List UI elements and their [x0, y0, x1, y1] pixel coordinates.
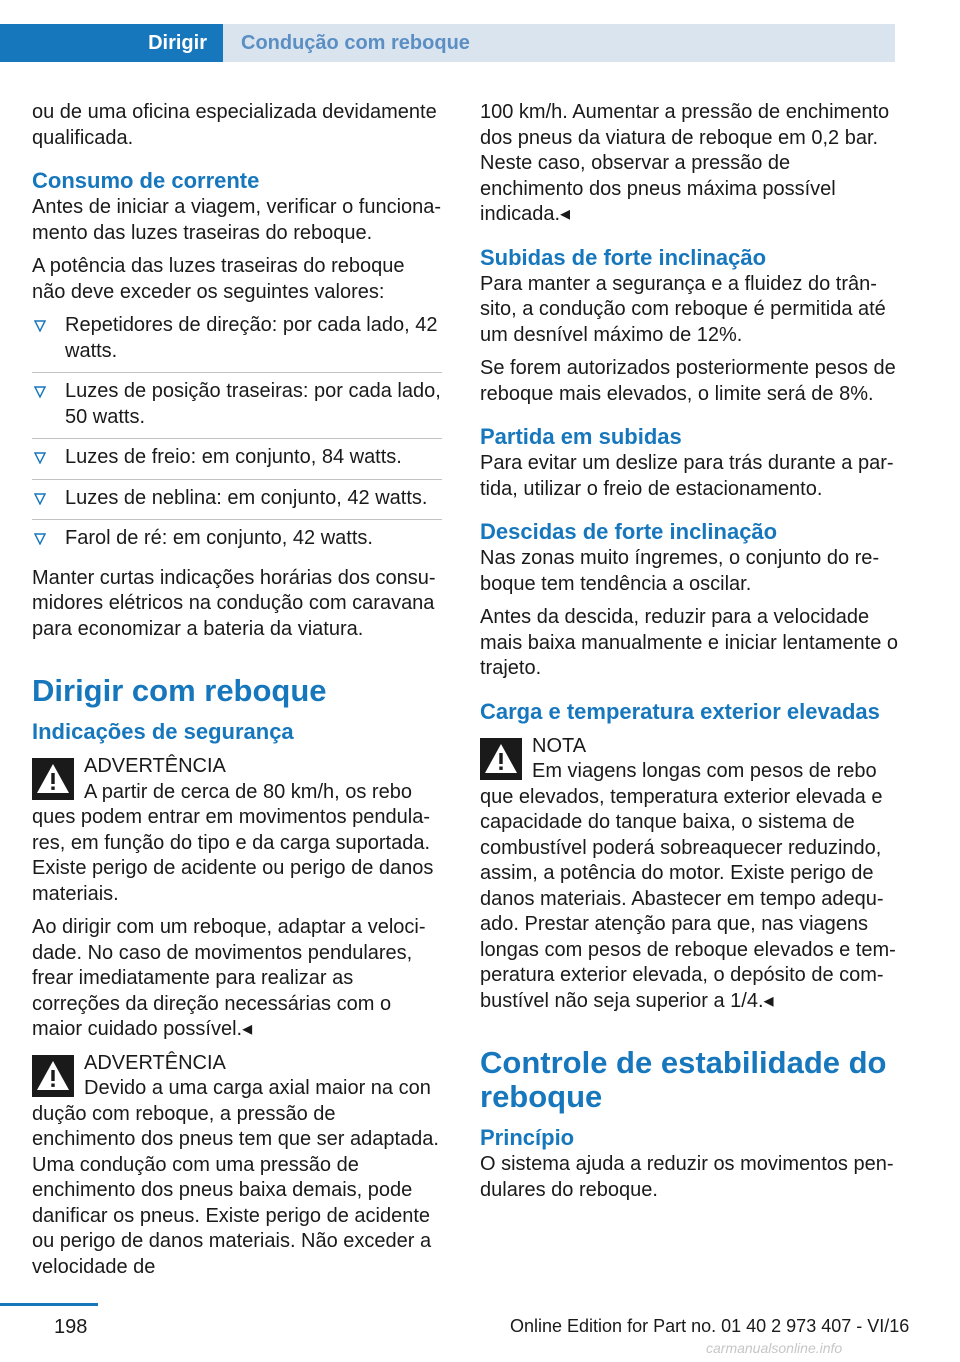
paragraph: Para evitar um deslize para trás durante a partida, utilizar o freio de estacionamento. [480, 452, 894, 500]
paragraph: A potência das luzes traseiras do reboque não deve exceder os seguintes valores: [32, 255, 405, 303]
heading-consumo-de-corrente: Consumo de corrente [32, 168, 260, 193]
bullet-list [32, 313, 442, 560]
heading-subidas-de-forte-inclinacao: Subidas de forte inclinação [480, 244, 767, 270]
note-title: NOTA [532, 734, 587, 757]
heading-descidas-de-forte-inclinacao: Descidas de forte inclinação [480, 519, 778, 544]
list-item [32, 313, 442, 373]
paragraph: Antes de iniciar a viagem, verificar o funcionamento das luzes traseiras do reboque. [32, 196, 442, 244]
triangle-bullet-icon [34, 386, 46, 398]
list-item [32, 445, 442, 480]
right-column [480, 100, 898, 1211]
footer-accent-line [0, 1303, 98, 1306]
paragraph: Manter curtas indicações horárias dos consumidores elétricos na condução com caravana para economizar a bateria da viatura. [32, 566, 436, 640]
heading-controle-de-estabilidade: Controle de estabilidade do reboque [480, 1045, 887, 1114]
page-number: 198 [54, 1316, 88, 1338]
triangle-bullet-icon [34, 493, 46, 505]
watermark: carmanualsonline.info [706, 1340, 843, 1356]
online-edition-text: Online Edition for Part no. 01 40 2 973 407 - VI/16 [510, 1316, 910, 1336]
note-text: que elevados, temperatura exterior elevada e capacidade do tanque baixa, o sistema de combustível poderá sobreaquecer reduzindo, assim, a potência do motor. Existe perigo de danos materiais. Abastecer em tempo adequado. Prestar atenção para que, nas viagens longas com pesos de reboque elevados e temperatura exterior elevada, o depósito de combustível não seja superior a 1/4.◂ [480, 785, 896, 1012]
triangle-bullet-icon [34, 533, 46, 545]
paragraph: Para manter a segurança e a fluidez do trânsito, a condução com reboque é permitida até um desnível máximo de 12%. [480, 272, 886, 346]
warning-text-line: A partir de cerca de 80 km/h, os rebo [84, 780, 412, 803]
heading-carga-e-temperatura: Carga e temperatura exterior elevadas [480, 698, 880, 724]
paragraph: Se forem autorizados posteriormente pesos de reboque mais elevados, o limite será de 8%. [480, 357, 896, 405]
heading-indicacoes-de-seguranca: Indicações de segurança [32, 719, 294, 744]
list-item-text: Repetidores de direção: por cada lado, 42 watts. [65, 314, 438, 362]
paragraph: Ao dirigir com um reboque, adaptar a velocidade. No caso de movimentos pendulares, frear imediatamente para realizar as correções da direção necessárias com o maior cuidado possível.◂ [32, 916, 426, 1040]
list-item-text: Luzes de neblina: em conjunto, 42 watts. [65, 486, 428, 509]
warning-block [32, 1051, 442, 1281]
heading-principio: Princípio [480, 1125, 575, 1150]
note-text-line: Em viagens longas com pesos de rebo [532, 760, 877, 782]
warning-block [32, 754, 442, 907]
warning-triangle-icon [32, 758, 74, 800]
heading-partida-em-subidas: Partida em subidas [480, 424, 682, 449]
list-item-text: Farol de ré: em conjunto, 42 watts. [65, 527, 373, 549]
paragraph: O sistema ajuda a reduzir os movimentos pendulares do reboque. [480, 1153, 894, 1201]
list-item-text: Luzes de posição traseiras: por cada lado, 50 watts. [65, 380, 441, 428]
warning-title: ADVERTÊNCIA [84, 1051, 226, 1074]
left-column [32, 100, 442, 1288]
header-bar [0, 0, 960, 62]
warning-text-line: Devido a uma carga axial maior na con [84, 1077, 431, 1099]
warning-triangle-icon [480, 738, 522, 780]
paragraph: Antes da descida, reduzir para a velocidade mais baixa manualmente e iniciar lentamente o trajeto. [480, 606, 898, 679]
heading-dirigir-com-reboque: Dirigir com reboque [32, 673, 327, 708]
warning-title: ADVERTÊNCIA [84, 755, 226, 777]
triangle-bullet-icon [34, 452, 46, 464]
warning-text: dução com reboque, a pressão de enchimento dos pneus tem que ser adaptada. Uma condução com uma pressão de enchimento dos pneus baixa demais, pode danificar os pneus. Existe perigo de acidente ou perigo de danos materiais. Não exceder a velocidade de [32, 1102, 439, 1278]
note-block [480, 734, 898, 1015]
list-item [32, 486, 442, 521]
list-item [32, 526, 442, 560]
paragraph: Nas zonas muito íngremes, o conjunto do reboque tem tendência a oscilar. [480, 547, 880, 595]
paragraph: 100 km/h. Aumentar a pressão de enchimento dos pneus da viatura de reboque em 0,2 bar. Neste caso, observar a pressão de enchimento dos pneus máxima possível indicada.◂ [480, 101, 890, 225]
warning-triangle-icon [32, 1055, 74, 1097]
tab-dirigir[interactable]: Dirigir [0, 24, 223, 62]
warning-text: ques podem entrar em movimentos pendulares, em função do tipo e da carga suportada. Existe perigo de acidente ou perigo de danos materiais. [32, 806, 434, 905]
triangle-bullet-icon [34, 320, 46, 332]
list-item-text: Luzes de freio: em conjunto, 84 watts. [65, 446, 402, 468]
paragraph: ou de uma oficina especializada devidamente qualificada. [32, 101, 437, 149]
tab-conducao-com-reboque[interactable]: Condução com reboque [223, 24, 895, 62]
list-item [32, 379, 442, 439]
